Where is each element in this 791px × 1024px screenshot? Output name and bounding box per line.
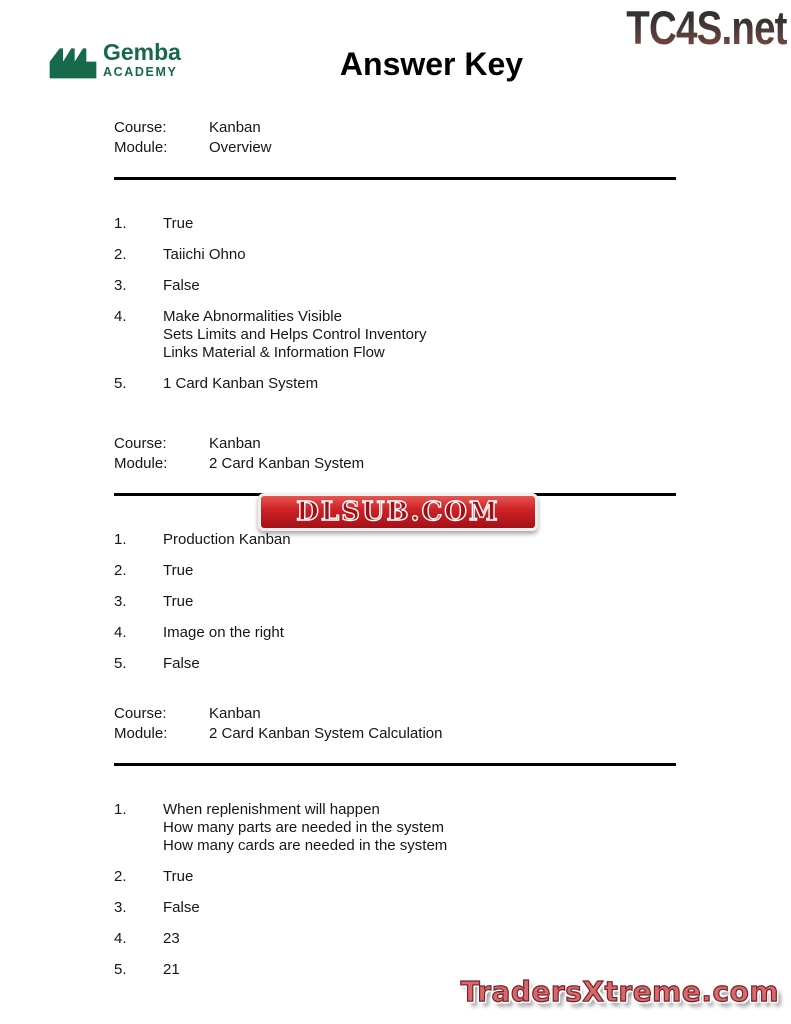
answer-number: 1. xyxy=(114,531,127,548)
answer-text xyxy=(163,531,291,549)
answer-line: Sets Limits and Helps Control Inventory xyxy=(163,326,427,343)
section-divider xyxy=(114,177,676,180)
answer-item xyxy=(114,930,676,948)
answer-line: 1 Card Kanban System xyxy=(163,375,319,392)
answer-text xyxy=(163,868,193,886)
answer-number: 3. xyxy=(114,277,127,294)
answer-text xyxy=(163,246,246,264)
answer-line: True xyxy=(163,593,194,610)
course-row xyxy=(114,118,676,138)
factory-icon xyxy=(48,41,98,79)
answer-line: How many parts are needed in the system xyxy=(163,819,444,836)
answer-text xyxy=(163,655,200,673)
answer-number: 3. xyxy=(114,899,127,916)
answer-list xyxy=(114,531,676,673)
course-section-overview xyxy=(114,118,676,406)
answer-line: False xyxy=(163,277,200,294)
answer-text xyxy=(163,899,200,917)
module-value: 2 Card Kanban System Calculation xyxy=(209,725,443,742)
answer-text xyxy=(163,375,318,393)
logo-name: Gemba xyxy=(103,39,181,66)
answer-number: 5. xyxy=(114,961,127,978)
logo-wordmark xyxy=(103,41,181,79)
module-row xyxy=(114,454,676,474)
answer-line: Make Abnormalities Visible xyxy=(163,308,342,325)
dlsub-watermark: DLSUB.COM xyxy=(258,493,538,531)
answer-line: When replenishment will happen xyxy=(163,801,380,818)
answer-item xyxy=(114,593,676,611)
answer-number: 1. xyxy=(114,801,127,818)
module-label: Module: xyxy=(114,455,168,472)
answer-line: True xyxy=(163,215,194,232)
answer-item xyxy=(114,801,676,855)
answer-item xyxy=(114,308,676,362)
gemba-academy-logo xyxy=(48,41,181,79)
answer-line: Taiichi Ohno xyxy=(163,246,246,263)
answer-text xyxy=(163,593,193,611)
answer-line: Image on the right xyxy=(163,624,284,641)
answer-number: 5. xyxy=(114,375,127,392)
page-title: Answer Key xyxy=(339,46,524,82)
answer-item xyxy=(114,562,676,580)
answer-line: False xyxy=(163,899,200,916)
answer-line: 21 xyxy=(163,961,180,978)
course-row xyxy=(114,434,676,454)
answer-number: 5. xyxy=(114,655,127,672)
answer-text xyxy=(163,562,193,580)
answer-item xyxy=(114,655,676,673)
answer-item xyxy=(114,899,676,917)
answer-line: How many cards are needed in the system xyxy=(163,837,448,854)
answer-item xyxy=(114,215,676,233)
answer-text xyxy=(163,215,193,233)
answer-number: 4. xyxy=(114,308,127,325)
course-value: Kanban xyxy=(209,435,261,452)
answer-line: Production Kanban xyxy=(163,531,291,548)
answer-text xyxy=(163,308,426,362)
answer-number: 4. xyxy=(114,624,127,641)
answer-text xyxy=(163,801,447,855)
answer-text xyxy=(163,930,180,948)
answer-list xyxy=(114,801,676,979)
answer-line: False xyxy=(163,655,200,672)
answer-number: 1. xyxy=(114,215,127,232)
module-label: Module: xyxy=(114,139,168,156)
module-row xyxy=(114,138,676,158)
module-value: 2 Card Kanban System xyxy=(209,455,365,472)
course-value: Kanban xyxy=(209,705,261,722)
tc4s-watermark: TC4S.net xyxy=(626,1,787,54)
logo-subname: ACADEMY xyxy=(103,65,178,80)
course-label: Course: xyxy=(114,119,167,136)
answer-line: Links Material & Information Flow xyxy=(163,344,385,361)
section-divider xyxy=(114,763,676,766)
answer-text xyxy=(163,277,200,295)
tradersxtreme-watermark: TradersXtreme.com xyxy=(460,975,779,1008)
module-label: Module: xyxy=(114,725,168,742)
answer-number: 2. xyxy=(114,868,127,885)
answer-item xyxy=(114,531,676,549)
answer-item xyxy=(114,375,676,393)
module-value: Overview xyxy=(209,139,272,156)
answer-item xyxy=(114,868,676,886)
course-label: Course: xyxy=(114,705,167,722)
course-section-2-card-kanban-system xyxy=(114,434,676,686)
course-label: Course: xyxy=(114,435,167,452)
course-row xyxy=(114,704,676,724)
answer-number: 2. xyxy=(114,562,127,579)
course-section-2-card-kanban-system-calculation xyxy=(114,704,676,992)
answer-number: 2. xyxy=(114,246,127,263)
module-row xyxy=(114,724,676,744)
answer-text xyxy=(163,961,180,979)
answer-item xyxy=(114,246,676,264)
answer-number: 4. xyxy=(114,930,127,947)
answer-line: True xyxy=(163,868,194,885)
answer-item xyxy=(114,624,676,642)
answer-line: 23 xyxy=(163,930,180,947)
answer-number: 3. xyxy=(114,593,127,610)
course-value: Kanban xyxy=(209,119,261,136)
answer-item xyxy=(114,277,676,295)
answer-line: True xyxy=(163,562,194,579)
answer-text xyxy=(163,624,284,642)
answer-list xyxy=(114,215,676,393)
